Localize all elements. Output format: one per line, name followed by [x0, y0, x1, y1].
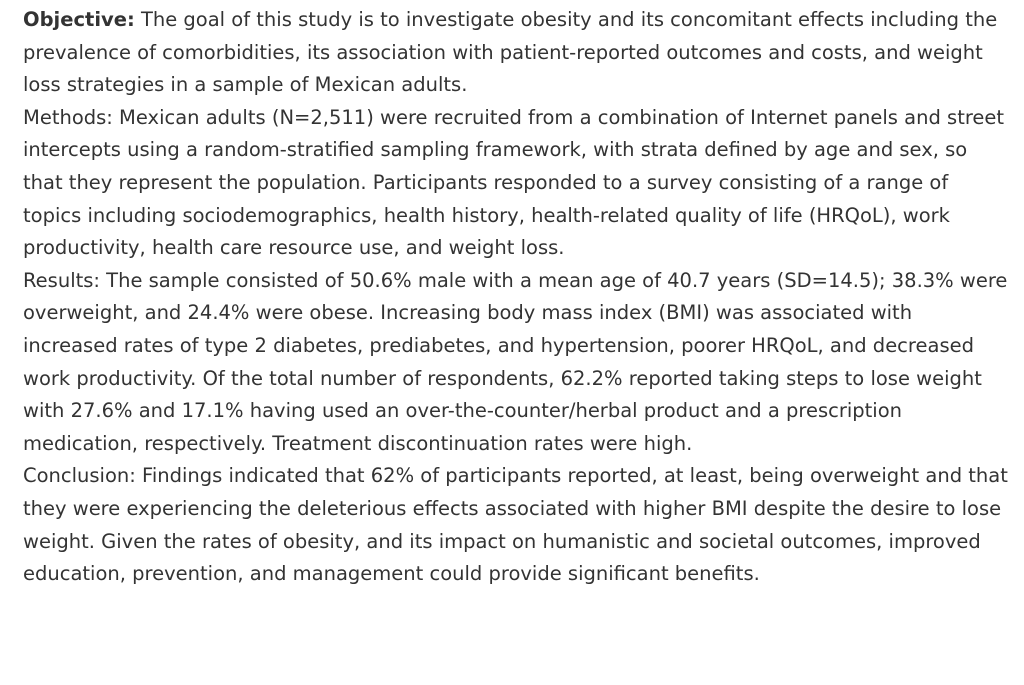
objective-text: The goal of this study is to investigate obesity and its concomitant effects including the prevalence of comorbidities, its association with patient-reported outcomes and costs, and weight loss strategies in a sample of Mexican adults.	[23, 8, 998, 97]
objective-label: Objective:	[23, 8, 135, 31]
results-paragraph: Results: The sample consisted of 50.6% male with a mean age of 40.7 years (SD=14.5); 38.3% were overweight, and 24.4% were obese. Increasing body mass index (BMI) was associated with increased rates of type 2 diabetes, prediabetes, and hypertension, poorer HRQoL, and decreased work productivity. Of the total number of respondents, 62.2% reported taking steps to lose weight with 27.6% and 17.1% having used an over-the-counter/herbal product and a prescription medication, respectively. Treatment discontinuation rates were high.	[23, 268, 1008, 455]
objective-paragraph	[23, 4, 1008, 102]
methods-paragraph: Methods: Mexican adults (N=2,511) were recruited from a combination of Internet panels and street intercepts using a random-stratified sampling framework, with strata defined by age and sex, so that they represent the population. Participants responded to a survey consisting of a range of topics including sociodemographics, health history, health-related quality of life (HRQoL), work productivity, health care resource use, and weight loss.	[23, 105, 1005, 260]
abstract-text	[23, 4, 1008, 591]
conclusion-paragraph: Conclusion: Findings indicated that 62% of participants reported, at least, being overweight and that they were experiencing the deleterious effects associated with higher BMI despite the desire to lose weight. Given the rates of obesity, and its impact on humanistic and societal outcomes, improved education, prevention, and management could provide significant benefits.	[23, 464, 1008, 586]
